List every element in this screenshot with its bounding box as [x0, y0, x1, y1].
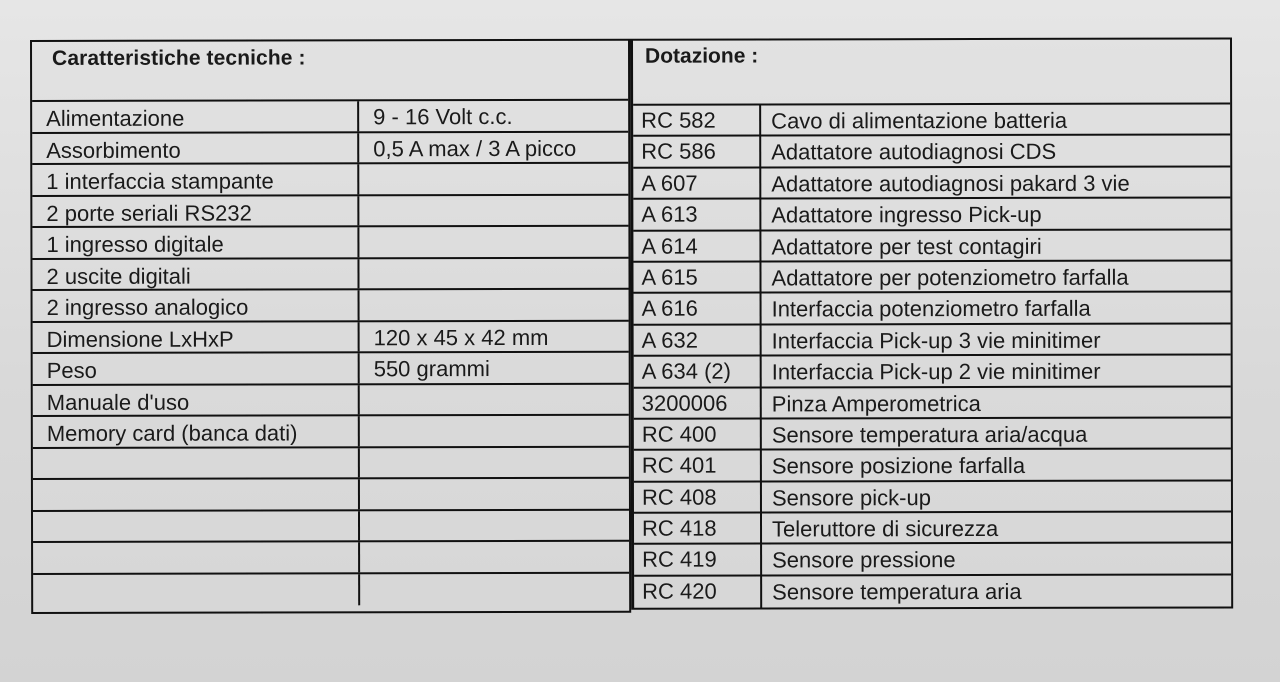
spec-label: [33, 479, 360, 509]
equipment-row: [633, 136, 1230, 169]
equipment-code: A 614: [633, 231, 761, 261]
spec-label: [33, 574, 360, 606]
equipment-row: [633, 230, 1230, 263]
equipment-description: Interfaccia Pick-up 3 vie minitimer: [771, 327, 1101, 354]
equipment-description: Teleruttore di sicurezza: [771, 516, 999, 542]
equipment-title: Dotazione :: [633, 39, 1230, 105]
equipment-row: [634, 387, 1231, 420]
spec-value: [360, 510, 629, 540]
spec-value: [359, 227, 628, 257]
equipment-code: A 634 (2): [634, 357, 762, 387]
equipment-row: [634, 450, 1231, 483]
equipment-row: [634, 324, 1231, 357]
equipment-description: Sensore pick-up: [771, 484, 931, 511]
spec-label: 1 interfaccia stampante: [32, 164, 359, 194]
spec-label: [33, 542, 360, 572]
equipment-description: Interfaccia potenziometro farfalla: [771, 296, 1091, 322]
spec-row: [32, 164, 628, 197]
equipment-table: [630, 37, 1233, 609]
spec-value: 9 - 16 Volt c.c.: [373, 103, 513, 130]
equipment-description: Pinza Amperometrica: [771, 390, 981, 416]
spec-value: [360, 479, 629, 509]
equipment-description: Interfaccia Pick-up 2 vie minitimer: [771, 358, 1101, 385]
spec-label: 2 porte seriali RS232: [32, 196, 359, 226]
equipment-row: [634, 356, 1231, 389]
spec-label: Alimentazione: [32, 101, 359, 131]
spec-row: [32, 101, 628, 134]
spec-label: [33, 511, 360, 541]
spec-value: 0,5 A max / 3 A picco: [373, 135, 577, 161]
equipment-description: Adattatore autodiagnosi pakard 3 vie: [771, 170, 1130, 197]
equipment-description: Adattatore per test contagiri: [771, 233, 1042, 260]
spec-label: 1 ingresso digitale: [32, 227, 359, 257]
equipment-row: [633, 199, 1230, 232]
technical-specs-rows: [32, 101, 629, 606]
equipment-row: [633, 167, 1230, 200]
equipment-description: Adattatore per potenziometro farfalla: [771, 264, 1129, 291]
spec-row: [33, 542, 629, 575]
spec-row: [32, 195, 628, 228]
spec-row: [33, 510, 629, 543]
equipment-row: [634, 544, 1231, 577]
spec-value: [359, 258, 628, 288]
document-sheet: [30, 37, 1233, 614]
spec-row: [32, 227, 628, 260]
equipment-rows: [633, 104, 1231, 607]
spec-row: [33, 447, 629, 480]
spec-label: Manuale d'uso: [33, 385, 360, 415]
spec-label: 2 uscite digitali: [32, 259, 359, 289]
equipment-row: [633, 261, 1230, 294]
spec-label: Dimensione LxHxP: [33, 322, 360, 352]
equipment-row: [634, 575, 1231, 608]
technical-specs-title: Caratteristiche tecniche :: [32, 41, 628, 102]
spec-value: [359, 195, 628, 225]
spec-value: [360, 290, 629, 320]
equipment-code: RC 586: [633, 137, 761, 167]
equipment-description: Sensore temperatura aria/acqua: [771, 421, 1088, 448]
spec-label: Peso: [33, 353, 360, 383]
spec-value: [359, 164, 628, 194]
spec-row: [33, 290, 629, 323]
equipment-code: 3200006: [634, 388, 762, 418]
equipment-row: [634, 513, 1231, 546]
equipment-description: Sensore pressione: [772, 547, 956, 573]
equipment-row: [634, 481, 1231, 514]
equipment-code: RC 420: [634, 576, 762, 608]
equipment-description: Adattatore autodiagnosi CDS: [771, 139, 1057, 165]
equipment-code: A 616: [634, 294, 762, 324]
spec-row: [32, 132, 628, 165]
equipment-row: [634, 293, 1231, 326]
equipment-row: [634, 418, 1231, 451]
equipment-code: RC 400: [634, 419, 762, 449]
spec-value: 120 x 45 x 42 mm: [373, 324, 549, 350]
spec-label: Assorbimento: [32, 133, 359, 163]
equipment-code: RC 408: [634, 482, 762, 512]
spec-value: [360, 416, 629, 446]
spec-row: [33, 573, 629, 606]
technical-specs-table: [30, 39, 631, 614]
equipment-description: Cavo di alimentazione batteria: [771, 107, 1068, 134]
equipment-code: A 615: [633, 262, 761, 292]
equipment-code: RC 419: [634, 545, 762, 575]
spec-value: 550 grammi: [373, 356, 490, 382]
spec-value: [360, 384, 629, 414]
equipment-row: [633, 104, 1230, 137]
spec-row: [33, 353, 629, 386]
spec-value: [360, 573, 629, 605]
equipment-code: A 607: [633, 168, 761, 198]
spec-row: [32, 258, 628, 291]
equipment-code: A 613: [633, 200, 761, 230]
spec-row: [33, 321, 629, 354]
spec-row: [33, 479, 629, 512]
equipment-code: RC 401: [634, 451, 762, 481]
equipment-description: Adattatore ingresso Pick-up: [771, 202, 1042, 228]
equipment-code: RC 582: [633, 105, 761, 135]
spec-value: [360, 447, 629, 477]
equipment-description: Sensore temperatura aria: [772, 578, 1022, 605]
spec-value: [360, 542, 629, 572]
equipment-code: A 632: [634, 325, 762, 355]
equipment-code: RC 418: [634, 514, 762, 544]
spec-label: Memory card (banca dati): [33, 416, 360, 446]
spec-label: 2 ingresso analogico: [33, 290, 360, 320]
spec-row: [33, 384, 629, 417]
equipment-description: Sensore posizione farfalla: [771, 453, 1026, 479]
spec-label: [33, 448, 360, 478]
spec-row: [33, 416, 629, 449]
